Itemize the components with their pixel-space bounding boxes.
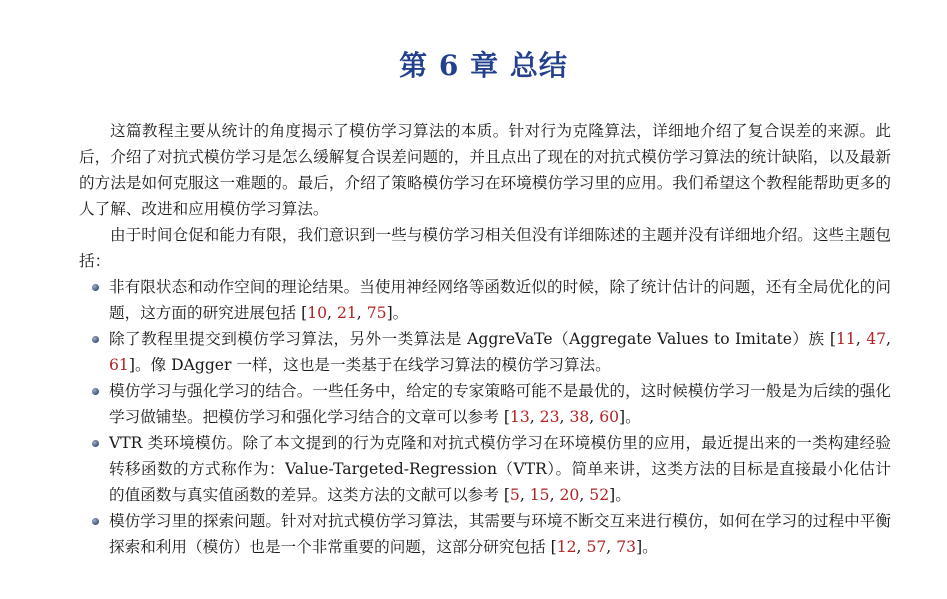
topic-text: 模仿学习里的探索问题。针对对抗式模仿学习算法，其需要与环境不断交互来进行模仿，如何在学习的过程中平衡探索和利用（模仿）也是一个非常重要的问题，这部分研究包括 (109, 512, 891, 556)
topic-item: 非有限状态和动作空间的理论结果。当使用神经网络等函数近似的时候，除了统计估计的问题，还有全局优化的问题，这方面的研究进展包括 [10, 21, 75]。 (79, 274, 891, 326)
topic-tail: 。 (642, 538, 658, 556)
topic-list (79, 274, 891, 560)
citation-link[interactable]: 60 (599, 408, 620, 426)
citation-link[interactable]: 73 (616, 538, 637, 556)
summary-paragraph: 这篇教程主要从统计的角度揭示了模仿学习算法的本质。针对行为克隆算法，详细地介绍了复合误差的来源。此后，介绍了对抗式模仿学习是怎么缓解复合误差问题的，并且点出了现在的对抗式模仿学习算法的统计缺陷，以及最新的方法是如何克服这一难题的。最后，介绍了策略模仿学习在环境模仿学习里的应用。我们希望这个教程能帮助更多的人了解、改进和应用模仿学习算法。 (79, 122, 891, 218)
topic-item: 模仿学习里的探索问题。针对对抗式模仿学习算法，其需要与环境不断交互来进行模仿，如何在学习的过程中平衡探索和利用（模仿）也是一个非常重要的问题，这部分研究包括 [12, 57, 73]。 (79, 508, 891, 560)
topic-text: 模仿学习与强化学习的结合。一些任务中，给定的专家策略可能不是最优的，这时候模仿学习一般是为后续的强化学习做铺垫。把模仿学习和强化学习结合的文章可以参考 (109, 382, 891, 426)
topic-text: 非有限状态和动作空间的理论结果。当使用神经网络等函数近似的时候，除了统计估计的问题，还有全局优化的问题，这方面的研究进展包括 (109, 278, 891, 322)
bullet-icon (92, 336, 99, 343)
citation-link[interactable]: 75 (366, 304, 387, 322)
topic-item: 模仿学习与强化学习的结合。一些任务中，给定的专家策略可能不是最优的，这时候模仿学习一般是为后续的强化学习做铺垫。把模仿学习和强化学习结合的文章可以参考 [13, 23, 38, 60]。 (79, 378, 891, 430)
bullet-icon (92, 284, 99, 291)
topic-tail: 。 (625, 408, 641, 426)
topic-item: 除了教程里提交到模仿学习算法，另外一类算法是 AggreVaTe（Aggregate Values to Imitate）族 [11, 47, 61]。像 DAgger 一样，这也是一类基于在线学习算法的模仿学习算法。 (79, 326, 891, 378)
citation-link[interactable]: 52 (589, 486, 610, 504)
citation-link[interactable]: 15 (529, 486, 550, 504)
citation-link[interactable]: 13 (509, 408, 530, 426)
citation-link[interactable]: 10 (307, 304, 328, 322)
bullet-icon (92, 388, 99, 395)
citation-link[interactable]: 11 (835, 330, 856, 348)
citation-link[interactable]: 57 (586, 538, 607, 556)
topic-text: VTR 类环境模仿。除了本文提到的行为克隆和对抗式模仿学习在环境模仿里的应用，最近提出来的一类构建经验转移函数的方式称作为：Value-Targeted-Regression（VTR）。简单来讲，这类方法的目标是直接最小化估计的值函数与真实值函数的差异。这类方法的文献可以参考 (109, 434, 891, 504)
chapter-body (79, 118, 891, 560)
topics-intro-paragraph: 由于时间仓促和能力有限，我们意识到一些与模仿学习相关但没有详细陈述的主题并没有详细地介绍。这些主题包括： (79, 226, 891, 270)
bullet-icon (92, 518, 99, 525)
citation-link[interactable]: 12 (556, 538, 577, 556)
bullet-icon (92, 440, 99, 447)
citation-link[interactable]: 47 (866, 330, 887, 348)
topic-item: VTR 类环境模仿。除了本文提到的行为克隆和对抗式模仿学习在环境模仿里的应用，最近提出来的一类构建经验转移函数的方式称作为：Value-Targeted-Regression（VTR）。简单来讲，这类方法的目标是直接最小化估计的值函数与真实值函数的差异。这类方法的文献可以参考 [5, 15, 20, 52]。 (79, 430, 891, 508)
citation-link[interactable]: 23 (539, 408, 560, 426)
topic-text: 除了教程里提交到模仿学习算法，另外一类算法是 AggreVaTe（Aggregate Values to Imitate）族 (109, 330, 830, 348)
topic-tail: 。 (615, 486, 631, 504)
citation-link[interactable]: 20 (559, 486, 580, 504)
citation-link[interactable]: 21 (336, 304, 357, 322)
citation-link[interactable]: 5 (509, 486, 520, 504)
citation-link[interactable]: 61 (109, 356, 129, 374)
citation-link[interactable]: 38 (569, 408, 590, 426)
topic-tail: 。像 DAgger 一样，这也是一类基于在线学习算法的模仿学习算法。 (134, 356, 611, 374)
chapter-title: 第 6 章 总结 (399, 49, 568, 82)
topic-tail: 。 (392, 304, 409, 322)
